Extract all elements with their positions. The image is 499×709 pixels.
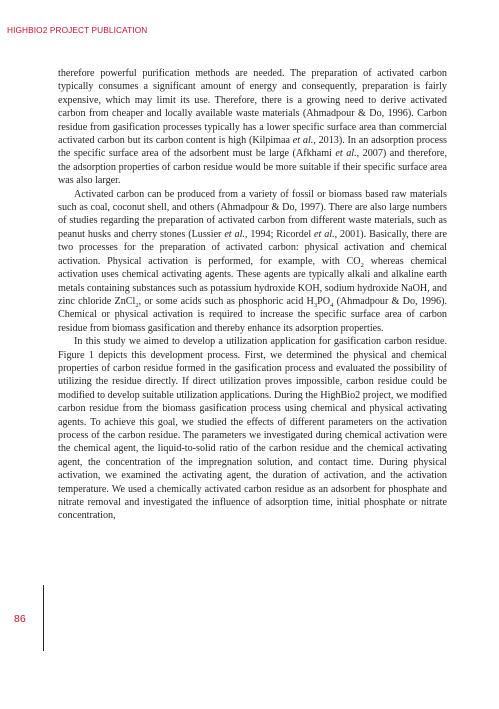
text-run: therefore powerful purification methods are needed. The preparation of activated carbon typically consumes a significant amount of energy and consequently, preparation is fairly expensive, which may limit its use. Therefore, there is a growing need to derive activated carbon from cheaper and locally available waste materials (Ahmadpour & Do, 1996). Carbon residue from gasification processes typically has a lower specific surface area than commercial activated carbon but its carbon content is high (Kilpimaa [58, 68, 447, 147]
citation-italic: et al. [292, 135, 314, 147]
text-run: In this study we aimed to develop a utilization application for gasification carbon residue. Figure 1 depicts this development process. First, we determined the physical and chemical properties of carbon residue formed in the gasification process and evaluated the possibility of utilizing the residue directly. If direct utilization proves impossible, carbon residue could be modified to develop suitable utilization applications. During the HighBio2 project, we modified carbon residue from the biomass gasification process using chemical and physical activating agents. To achieve this goal, we studied the effects of different parameters on the activation process of the carbon residue. The parameters we investigated during chemical activation were the chemical agent, the liquid-to-solid ratio of the carbon residue and the chemical activating agent, the concentration of the impregnation solution, and contact time. During physical activation, we examined the activating agent, the duration of activation, and the activation temperature. We used a chemically activated carbon residue as an adsorbent for phosphate and nitrate removal and investigated the influence of adsorption time, initial phosphate or nitrate concentration, [58, 336, 447, 522]
text-run: Activated carbon can be produced from a variety of fossil or biomass based raw materials such as coal, coconut shell, and others (Ahmadpour & Do, 1997). There are also large numbers of studies regarding the preparation of activated carbon from different waste materials, such as peanut husks and cherry stones (Lussier [58, 188, 447, 240]
text-run: PO [317, 295, 331, 307]
body-text [58, 67, 447, 523]
subscript: 2 [135, 301, 139, 309]
paragraph [58, 335, 447, 523]
text-run: (Ahmadpour & Do, 1996). Chemical or physical activation is required to increase the specific surface area of carbon residue from biomass gasification and thereby enhance its adsorption properties. [58, 295, 447, 334]
paragraph [58, 67, 447, 188]
text-run: whereas chemical activation uses chemical activating agents. These agents are typically alkali and alkaline earth metals containing substances such as potassium hydroxide KOH, sodium hydroxide NaOH, and zinc chloride ZnCl [58, 255, 447, 307]
text-run: , or some acids such as phosphoric acid H [138, 295, 314, 307]
text-run: , 2001). Basically, there are two processes for the preparation of activated carbon: physical activation and chemical activation. Physical activation is performed, for example, with CO [58, 228, 447, 267]
text-run: , 2013). In an adsorption process the specific surface area of the adsorbent must be large (Afkhami [58, 135, 447, 160]
subscript: 4 [330, 301, 334, 309]
citation-italic: et al. [224, 228, 245, 240]
citation-italic: et al. [314, 228, 335, 240]
running-header: HIGHBIO2 PROJECT PUBLICATION [7, 25, 148, 35]
citation-italic: et al. [335, 148, 357, 160]
subscript: 2 [360, 261, 364, 269]
text-run: , 1994; Ricordel [244, 228, 315, 240]
page-number: 86 [14, 613, 26, 625]
paragraph [58, 188, 447, 335]
text-run: , 2007) and therefore, the adsorption properties of carbon residue would be more suitable if their specific surface area was also larger. [58, 148, 447, 187]
margin-rule [43, 585, 44, 651]
subscript: 3 [313, 301, 318, 309]
